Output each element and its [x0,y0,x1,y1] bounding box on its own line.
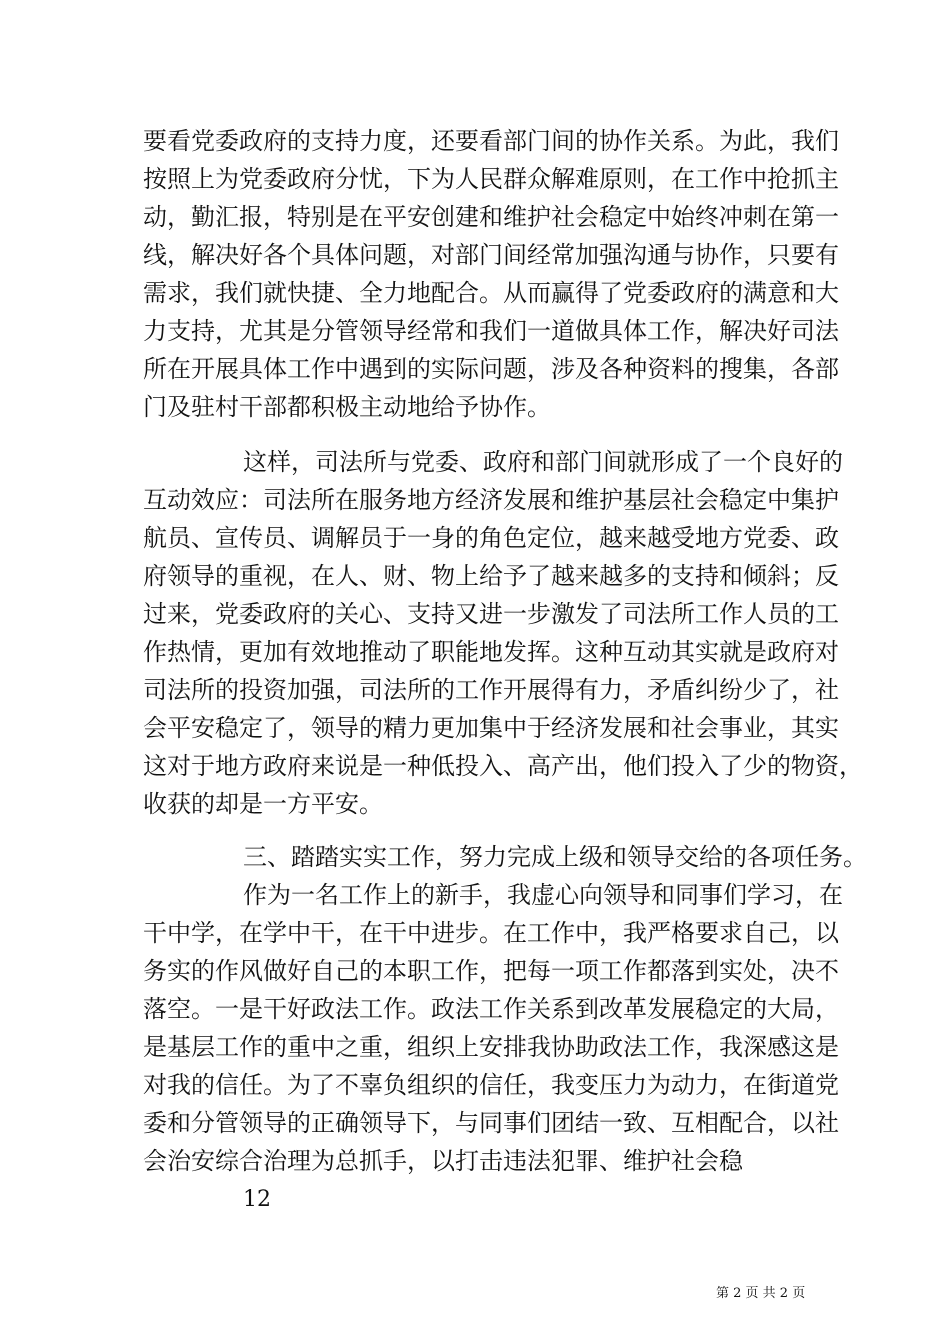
text-line: 干中学，在学中干，在干中进步。在工作中，我严格要求自己，以 [143,919,839,947]
text-line: 务实的作风做好自己的本职工作，把每一项工作都落到实处，决不 [143,957,839,985]
section-heading: 三、踏踏实实工作，努力完成上级和领导交给的各项任务。 [243,843,867,871]
text-line: 收获的却是一方平安。 [143,790,383,818]
paragraph-first-line: 作为一名工作上的新手，我虚心向领导和同事们学习，在 [243,881,843,909]
text-line: 所在开展具体工作中遇到的实际问题，涉及各种资料的搜集，各部 [143,355,839,383]
text-line: 委和分管领导的正确领导下，与同事们团结一致、互相配合，以社 [143,1109,839,1137]
text-line: 会平安稳定了，领导的精力更加集中于经济发展和社会事业，其实 [143,714,839,742]
text-line: 会治安综合治理为总抓手，以打击违法犯罪、维护社会稳 [143,1147,743,1175]
page-mark: 12 [243,1187,271,1212]
text-line: 按照上为党委政府分忧，下为人民群众解难原则，在工作中抢抓主 [143,165,839,193]
text-line: 落空。一是干好政法工作。政法工作关系到改革发展稳定的大局， [143,995,839,1023]
text-line: 要看党委政府的支持力度，还要看部门间的协作关系。为此，我们 [143,127,839,155]
text-line: 对我的信任。为了不辜负组织的信任，我变压力为动力，在街道党 [143,1071,839,1099]
text-line: 动，勤汇报，特别是在平安创建和维护社会稳定中始终冲刺在第一 [143,203,839,231]
page-footer: 第 2 页 共 2 页 [716,1286,806,1301]
text-line: 司法所的投资加强，司法所的工作开展得有力，矛盾纠纷少了，社 [143,676,839,704]
text-line: 府领导的重视，在人、财、物上给予了越来越多的支持和倾斜；反 [143,562,839,590]
text-line: 过来，党委政府的关心、支持又进一步激发了司法所工作人员的工 [143,600,839,628]
text-line: 线，解决好各个具体问题，对部门间经常加强沟通与协作，只要有 [143,241,839,269]
text-line: 是基层工作的重中之重，组织上安排我协助政法工作，我深感这是 [143,1033,839,1061]
text-line: 需求，我们就快捷、全力地配合。从而赢得了党委政府的满意和大 [143,279,839,307]
text-line: 作热情，更加有效地推动了职能地发挥。这种互动其实就是政府对 [143,638,839,666]
paragraph-first-line: 这样，司法所与党委、政府和部门间就形成了一个良好的 [243,448,843,476]
text-line: 互动效应：司法所在服务地方经济发展和维护基层社会稳定中集护 [143,486,839,514]
text-line: 航员、宣传员、调解员于一身的角色定位，越来越受地方党委、政 [143,524,839,552]
text-line: 力支持，尤其是分管领导经常和我们一道做具体工作，解决好司法 [143,317,839,345]
text-line: 这对于地方政府来说是一种低投入、高产出，他们投入了少的物资， [143,752,863,780]
text-line: 门及驻村干部都积极主动地给予协作。 [143,393,551,421]
